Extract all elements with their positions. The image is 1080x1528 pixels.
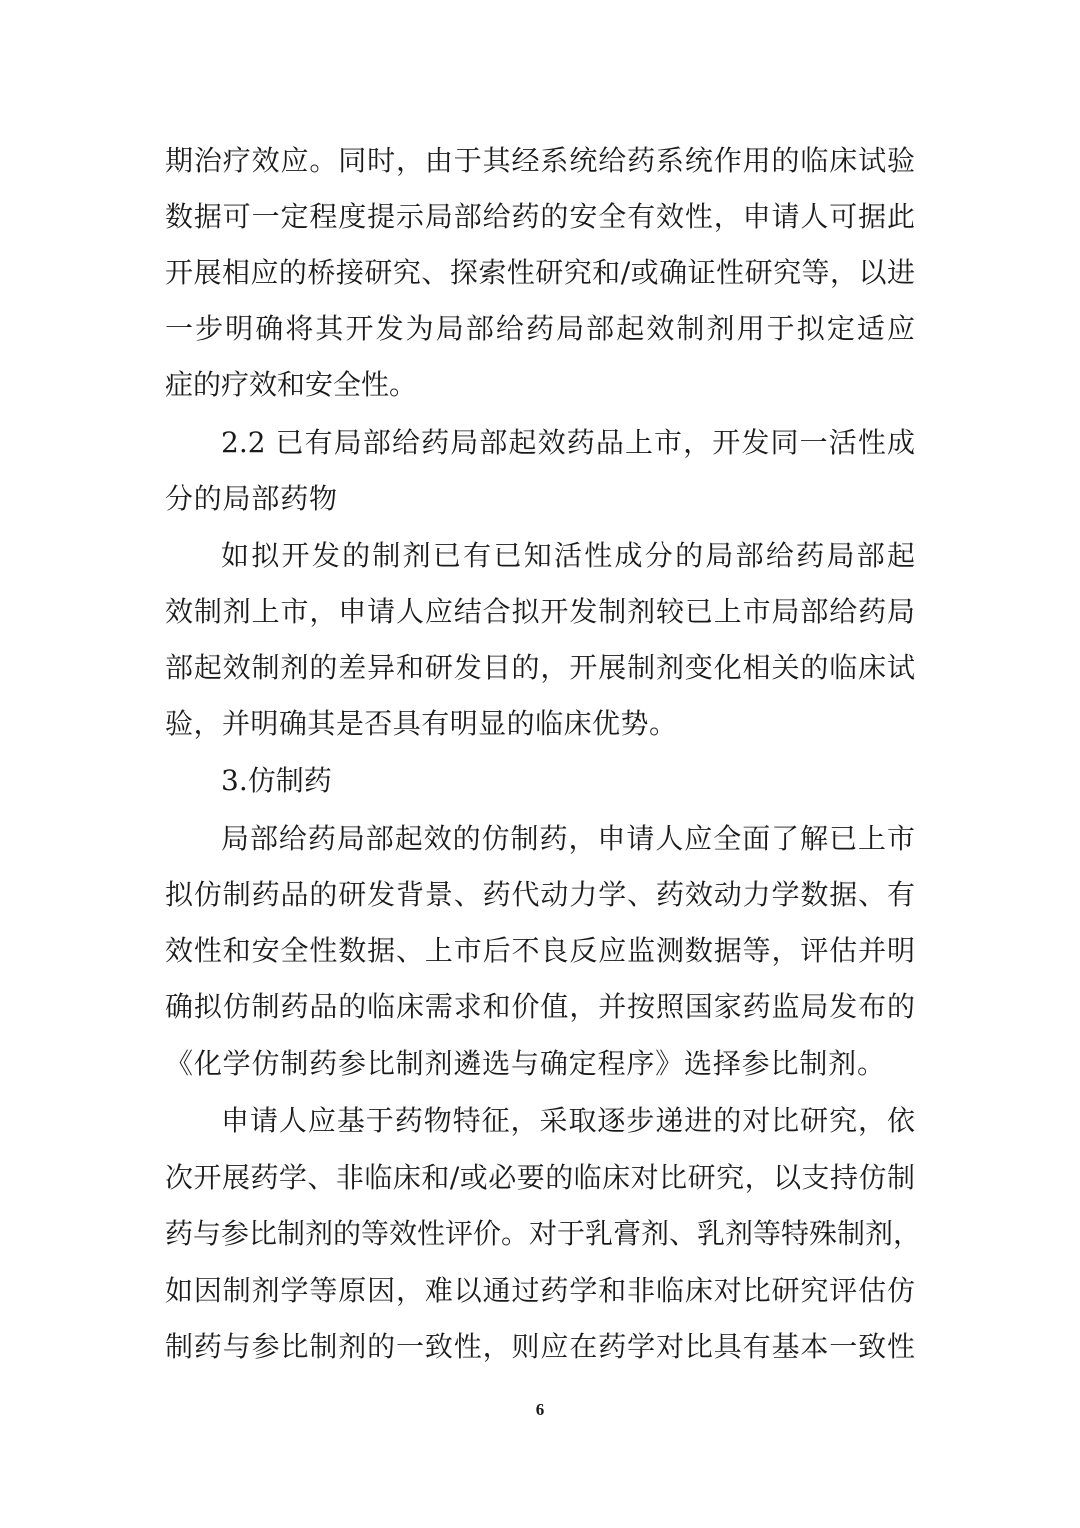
text-line: 部起效制剂的差异和研发目的，开展制剂变化相关的临床试 <box>165 651 915 684</box>
text-line: 如拟开发的制剂已有已知活性成分的局部给药局部起 <box>221 539 915 572</box>
section-heading: 2.2 已有局部给药局部起效药品上市，开发同一活性成 <box>221 426 915 459</box>
text-line: 验，并明确其是否具有明显的临床优势。 <box>165 707 677 740</box>
text-line: 一步明确将其开发为局部给药局部起效制剂用于拟定适应 <box>165 312 915 345</box>
text-line: 开展相应的桥接研究、探索性研究和/或确证性研究等，以进 <box>165 256 915 289</box>
section-heading: 分的局部药物 <box>165 482 337 515</box>
text-line: 药与参比制剂的等效性评价。对于乳膏剂、乳剂等特殊制剂， <box>165 1217 922 1250</box>
text-line: 局部给药局部起效的仿制药，申请人应全面了解已上市 <box>221 822 915 855</box>
text-line: 数据可一定程度提示局部给药的安全有效性，申请人可据此 <box>165 200 915 233</box>
section-heading: 3.仿制药 <box>221 764 332 797</box>
text-line: 如因制剂学等原因，难以通过药学和非临床对比研究评估仿 <box>165 1274 915 1307</box>
page-number: 6 <box>535 1400 545 1419</box>
text-line: 效性和安全性数据、上市后不良反应监测数据等，评估并明 <box>165 934 915 967</box>
text-line: 制药与参比制剂的一致性，则应在药学对比具有基本一致性 <box>165 1330 915 1363</box>
text-line: 确拟仿制药品的临床需求和价值，并按照国家药监局发布的 <box>165 990 915 1023</box>
text-line: 症的疗效和安全性。 <box>165 368 418 401</box>
text-line: 效制剂上市，申请人应结合拟开发制剂较已上市局部给药局 <box>165 595 915 628</box>
text-line: 《化学仿制药参比制剂遴选与确定程序》选择参比制剂。 <box>165 1047 885 1080</box>
text-line: 次开展药学、非临床和/或必要的临床对比研究，以支持仿制 <box>165 1161 915 1194</box>
text-line: 拟仿制药品的研发背景、药代动力学、药效动力学数据、有 <box>165 878 915 911</box>
text-line: 期治疗效应。同时，由于其经系统给药系统作用的临床试验 <box>165 144 915 177</box>
text-line: 申请人应基于药物特征，采取逐步递进的对比研究，依 <box>221 1104 915 1137</box>
